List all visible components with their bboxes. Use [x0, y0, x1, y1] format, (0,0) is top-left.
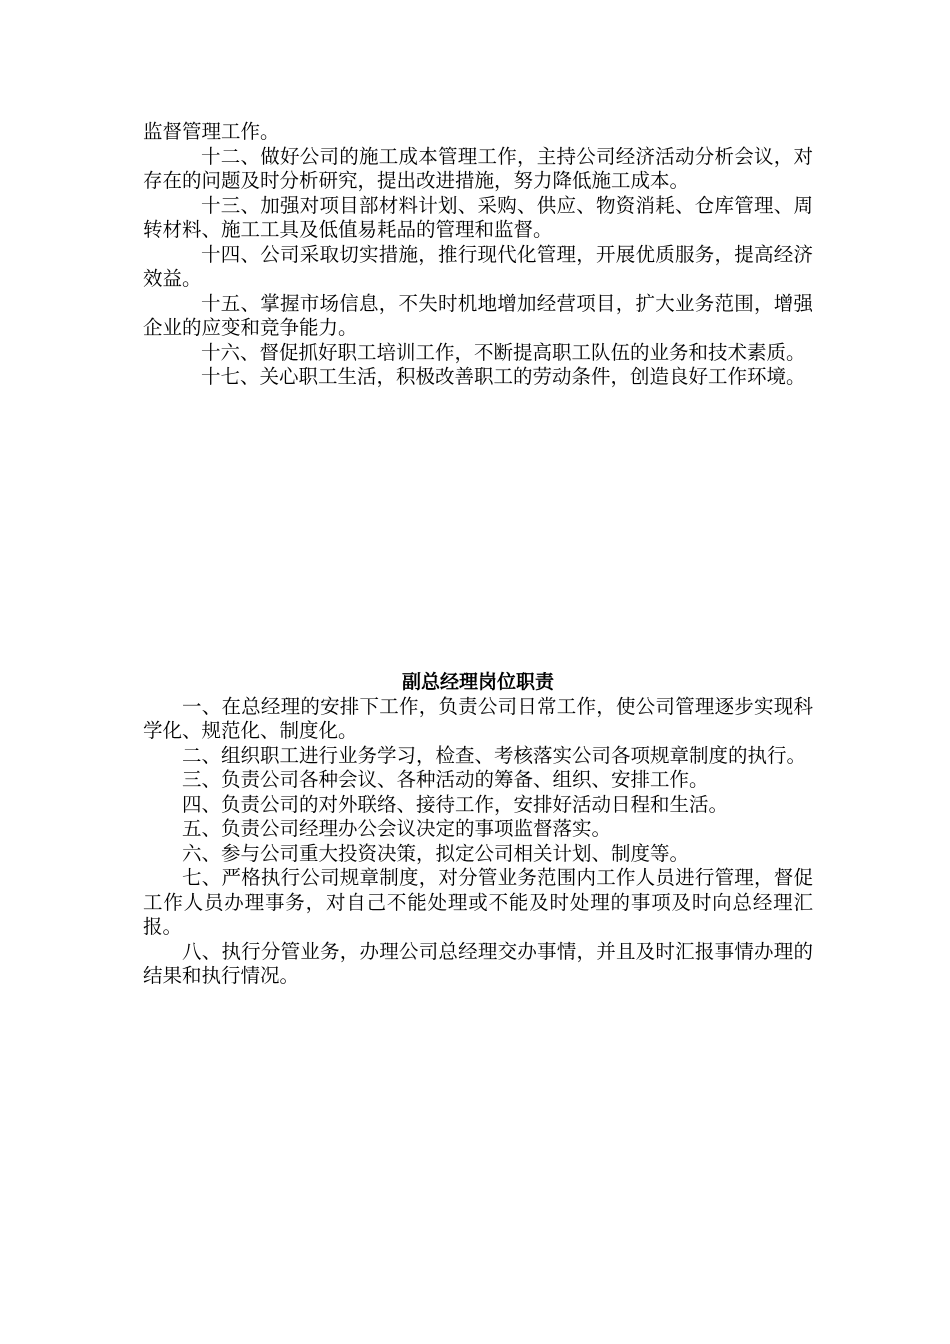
duty-item-17: 十七、关心职工生活，积极改善职工的劳动条件，创造良好工作环境。 — [201, 365, 806, 388]
duty-item-14: 十四、公司采取切实措施，推行现代化管理，开展优质服务，提高经济效益。 — [143, 242, 813, 290]
duty-item-15: 十五、掌握市场信息，不失时机地增加经营项目，扩大业务范围，增强企业的应变和竞争能力。 — [143, 291, 813, 339]
deputy-duty-item-4: 四、负责公司的对外联络、接待工作，安排好活动日程和生活。 — [182, 792, 729, 816]
deputy-gm-duties-section — [143, 670, 813, 989]
duty-item-13: 十三、加强对项目部材料计划、采购、供应、物资消耗、仓库管理、周转材料、施工工具及低值易耗品的管理和监督。 — [143, 193, 813, 241]
deputy-duty-item-1: 一、在总经理的安排下工作，负责公司日常工作，使公司管理逐步实现科学化、规范化、制度化。 — [143, 694, 813, 742]
duty-item-16: 十六、督促抓好职工培训工作，不断提高职工队伍的业务和技术素质。 — [201, 340, 806, 364]
deputy-duty-item-5: 五、负责公司经理办公会议决定的事项监督落实。 — [182, 817, 612, 840]
duty-item-12: 十二、做好公司的施工成本管理工作，主持公司经济活动分析会议，对存在的问题及时分析研究，提出改进措施，努力降低施工成本。 — [143, 144, 813, 192]
deputy-duty-item-8: 八、执行分管业务，办理公司总经理交办事情，并且及时汇报事情办理的结果和执行情况。 — [143, 939, 813, 987]
continued-duties-section — [143, 120, 813, 390]
section-title: 副总经理岗位职责 — [401, 671, 554, 693]
deputy-duty-item-3: 三、负责公司各种会议、各种活动的筹备、组织、安排工作。 — [182, 768, 709, 791]
deputy-duty-item-7: 七、严格执行公司规章制度，对分管业务范围内工作人员进行管理，督促工作人员办理事务，对自己不能处理或不能及时处理的事项及时向总经理汇报。 — [143, 866, 813, 938]
carryover-line: 监督管理工作。 — [143, 120, 280, 143]
deputy-duty-item-2: 二、组织职工进行业务学习，检查、考核落实公司各项规章制度的执行。 — [182, 743, 807, 767]
deputy-duty-item-6: 六、参与公司重大投资决策，拟定公司相关计划、制度等。 — [182, 841, 690, 865]
